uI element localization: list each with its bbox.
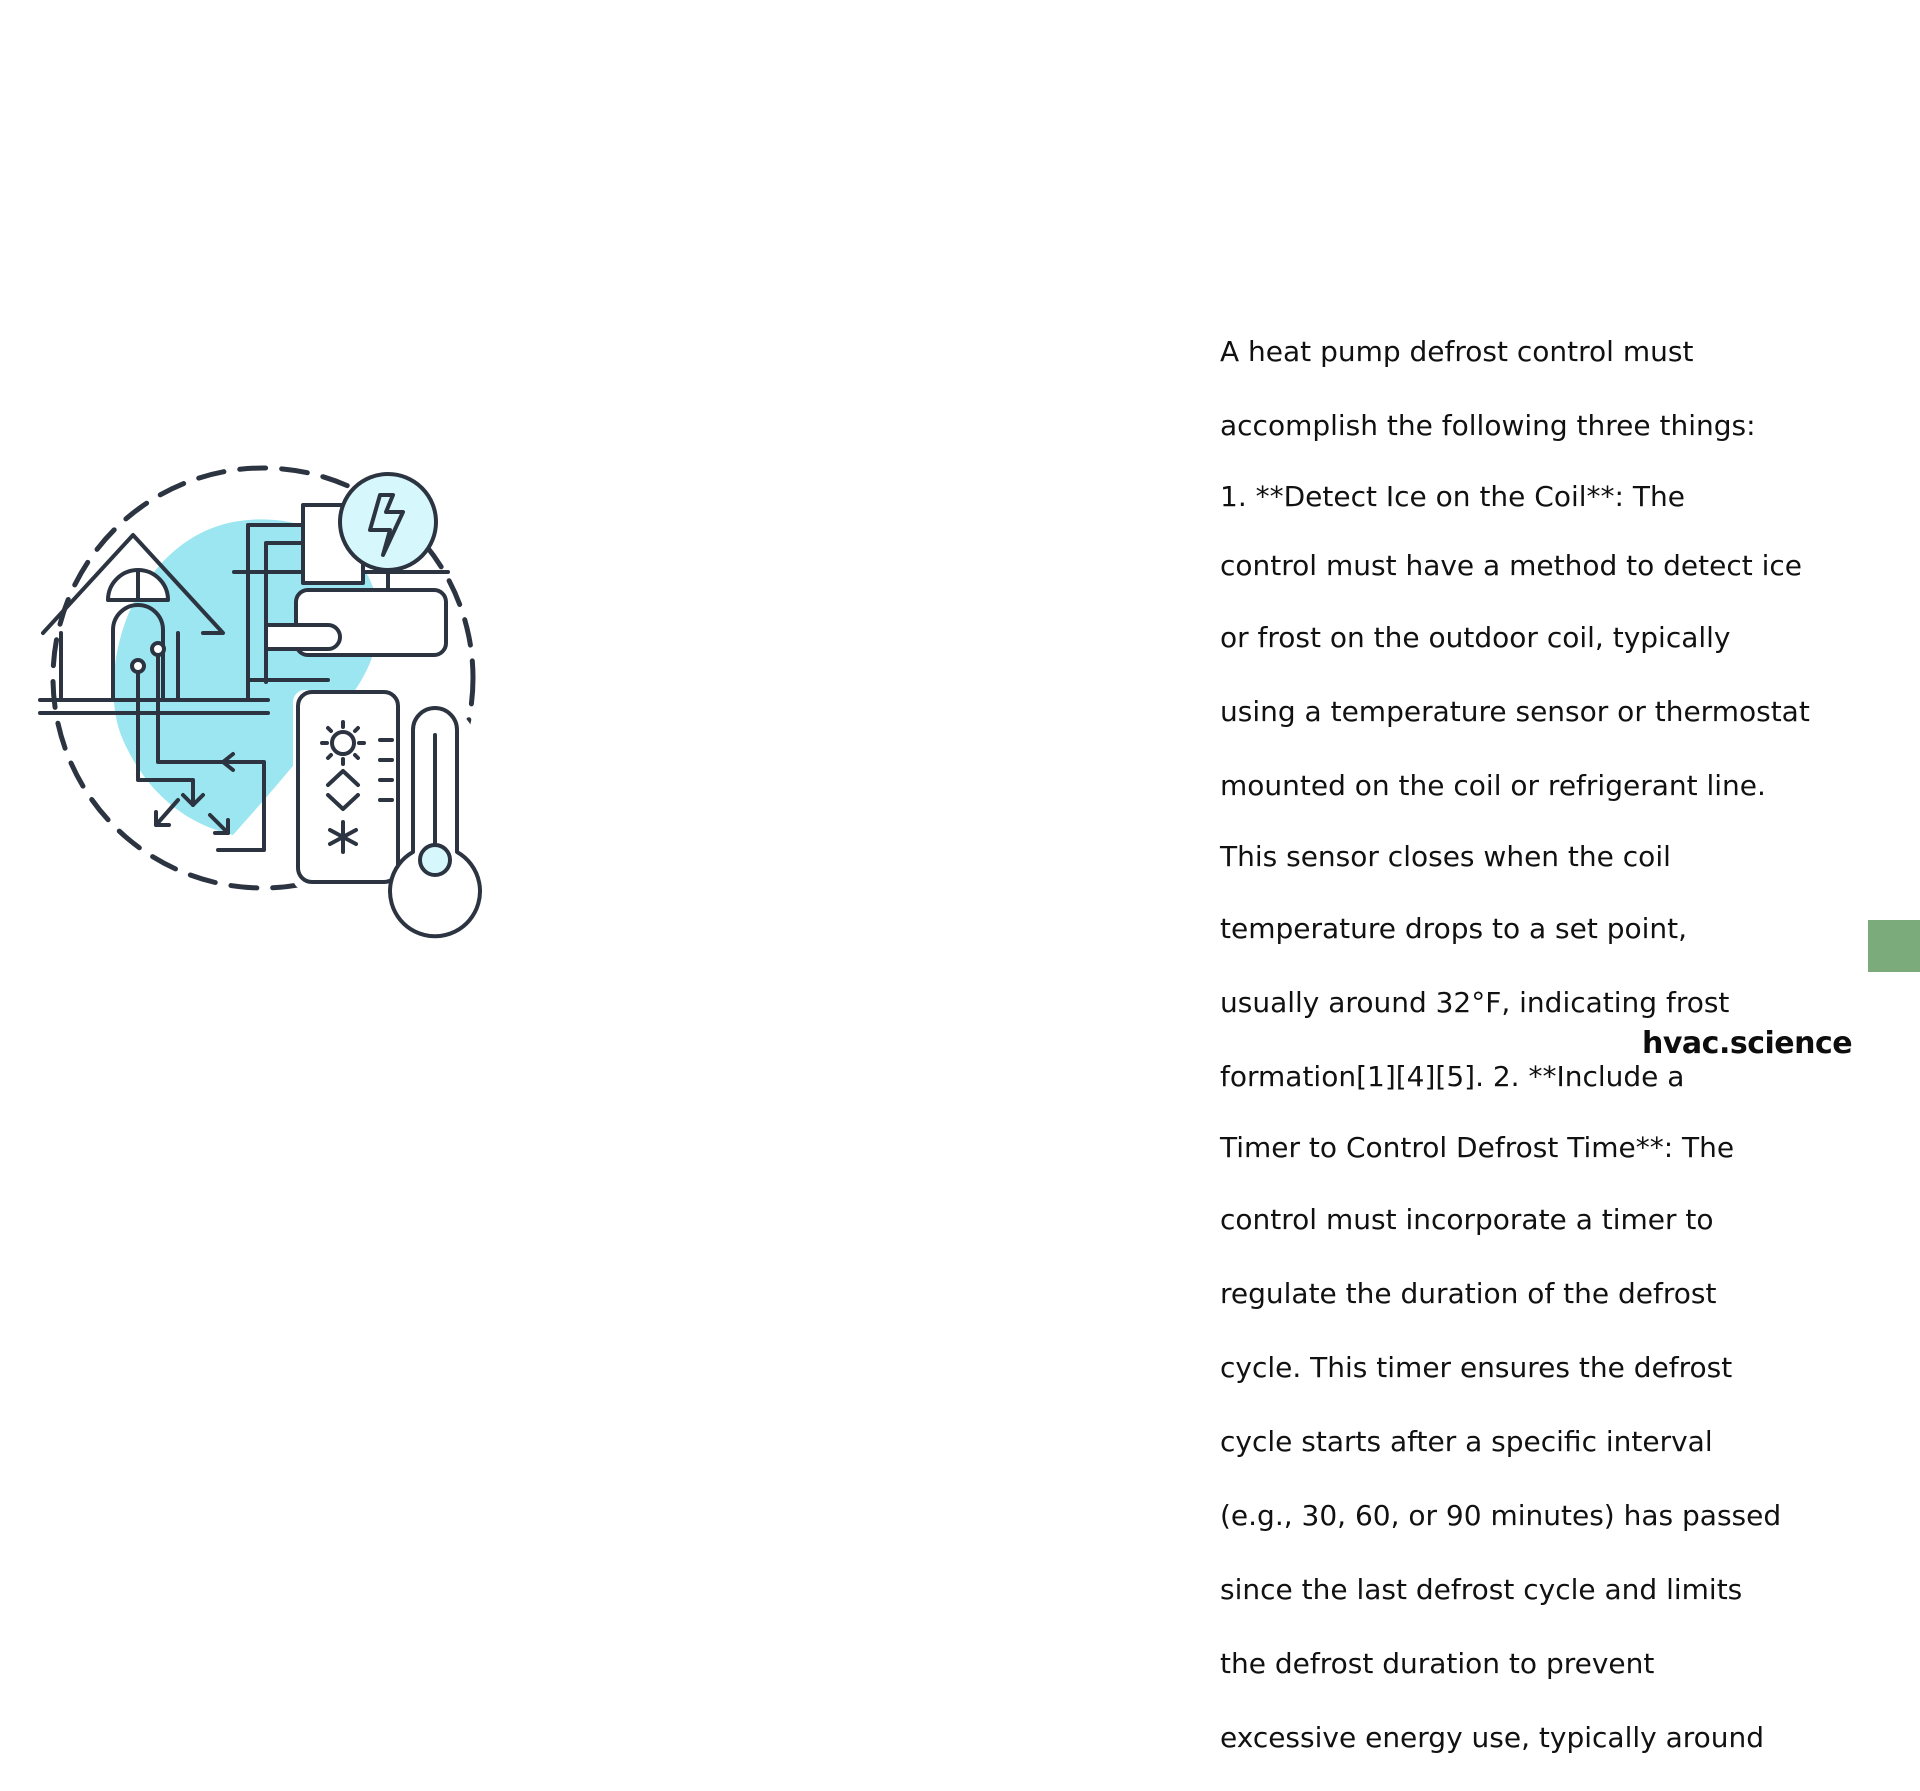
text-line: mounted on the coil or refrigerant line. <box>1220 769 1766 802</box>
text-line: cycle starts after a specific interval <box>1220 1425 1713 1458</box>
brand-watermark: hvac.science <box>1642 1026 1853 1061</box>
text-line: 1. **Detect Ice on the Coil**: The <box>1220 480 1685 513</box>
text-line: temperature drops to a set point, <box>1220 912 1688 945</box>
side-tab[interactable] <box>1868 920 1920 972</box>
text-line: control must incorporate a timer to <box>1220 1203 1714 1236</box>
text-line: control must have a method to detect ice <box>1220 549 1803 582</box>
heat-pump-home-icon <box>28 450 498 910</box>
text-line: the defrost duration to prevent <box>1220 1647 1655 1680</box>
text-line: excessive energy use, typically around <box>1220 1721 1765 1754</box>
text-line: formation[1][4][5]. 2. **Include a <box>1220 1060 1685 1093</box>
text-line: Timer to Control Defrost Time**: The <box>1220 1131 1735 1164</box>
text-line: regulate the duration of the defrost <box>1220 1277 1717 1310</box>
text-line: cycle. This timer ensures the defrost <box>1220 1351 1733 1384</box>
text-line: This sensor closes when the coil <box>1220 840 1671 873</box>
text-line: accomplish the following three things: <box>1220 409 1756 442</box>
text-line: A heat pump defrost control must <box>1220 335 1694 368</box>
text-line: or frost on the outdoor coil, typically <box>1220 621 1731 654</box>
text-line: since the last defrost cycle and limits <box>1220 1573 1743 1606</box>
text-line: usually around 32°F, indicating frost <box>1220 986 1730 1019</box>
text-line: (e.g., 30, 60, or 90 minutes) has passed <box>1220 1499 1782 1532</box>
text-line: using a temperature sensor or thermostat <box>1220 695 1810 728</box>
